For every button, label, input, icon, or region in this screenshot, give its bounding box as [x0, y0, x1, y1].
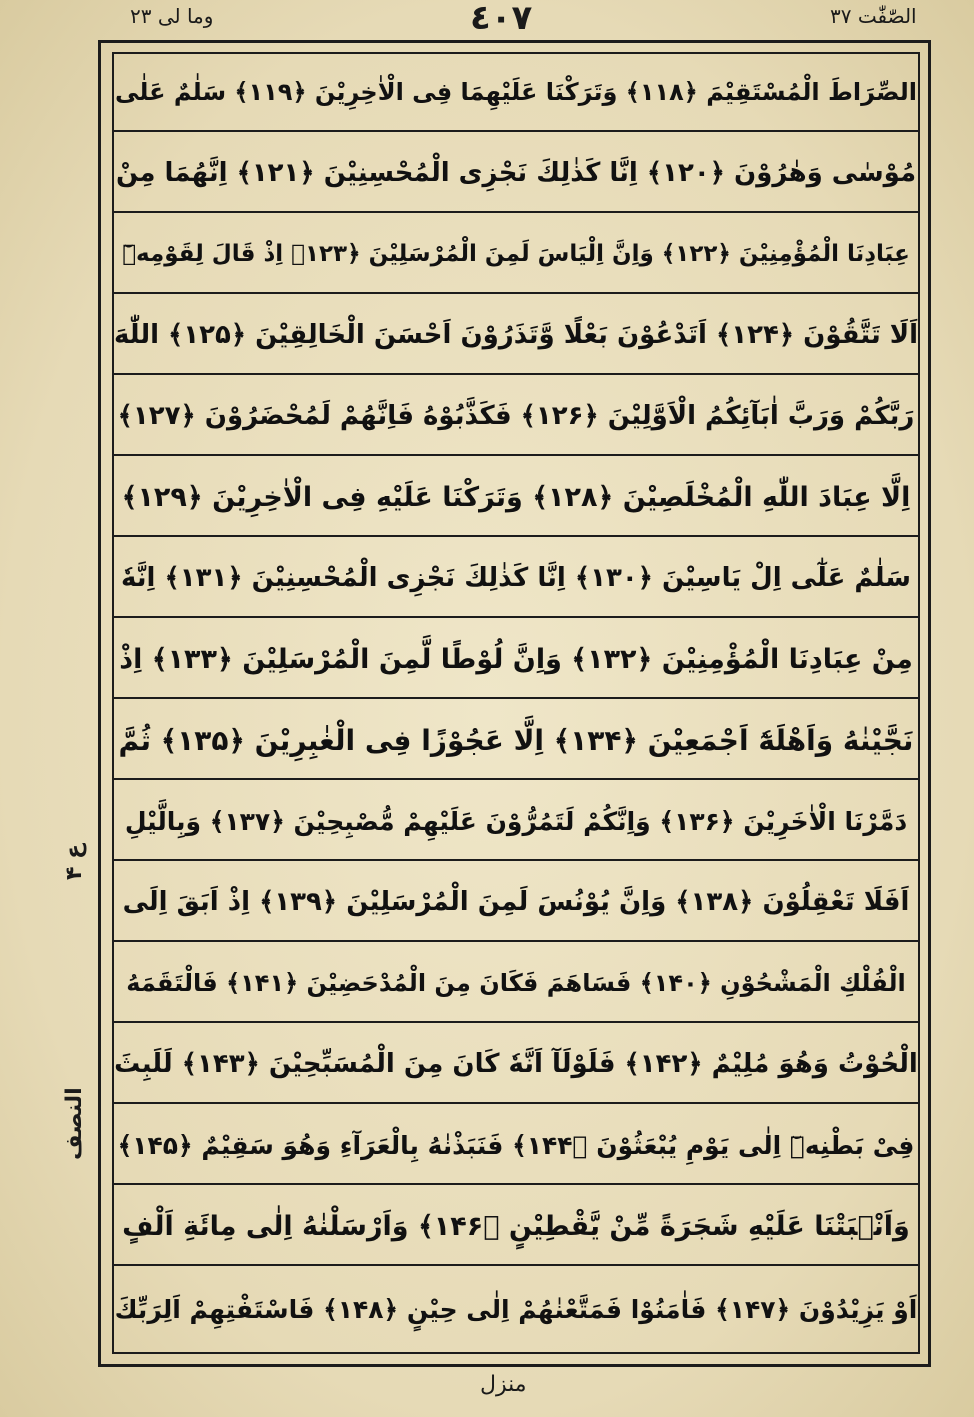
text-line-10: دَمَّرْنَا الْاٰخَرِيْنَ ﴿۱۳۶﴾ وَاِنَّكُمْ لَتَمُرُّوْنَ عَلَيْهِمْ مُّصْبِحِيْنَ ﴿۱۳۷﴾ وَبِالَّيْلِ — [114, 783, 918, 861]
ruku-marker: ع ۴ — [62, 843, 87, 880]
text-line-6: اِلَّا عِبَادَ اللّٰهِ الْمُخْلَصِيْنَ ﴿۱۲۸﴾ وَتَرَكْنَا عَلَيْهِ فِى الْاٰخِرِيْنَ ﴿۱۲۹﴾ — [114, 459, 918, 537]
text-line-4: اَلَا تَتَّقُوْنَ ﴿۱۲۴﴾ اَتَدْعُوْنَ بَعْلًا وَّتَذَرُوْنَ اَحْسَنَ الْخَالِقِيْنَ ﴿۱۲۵﴾ اللّٰهَ — [114, 297, 918, 375]
page-header — [100, 0, 930, 44]
text-line-9: نَجَّيْنٰهُ وَاَهْلَهٗٓ اَجْمَعِيْنَ ﴿۱۳۴﴾ اِلَّا عَجُوْزًا فِى الْغٰبِرِيْنَ ﴿۱۳۵﴾ ثُمَّ — [114, 702, 918, 780]
text-line-15: وَاَنْۢبَتْنَا عَلَيْهِ شَجَرَةً مِّنْ يَّقْطِيْنٍ ﴿۱۴۶﴾ وَاَرْسَلْنٰهُ اِلٰى مِائَةِ اَلْفٍ — [114, 1188, 918, 1266]
text-line-3: عِبَادِنَا الْمُؤْمِنِيْنَ ﴿۱۲۲﴾ وَاِنَّ اِلْيَاسَ لَمِنَ الْمُرْسَلِيْنَ ﴿۱۲۳﴾ اِذْ قَالَ لِقَوْمِهٖٓ — [114, 216, 918, 294]
text-line-5: رَبَّكُمْ وَرَبَّ اٰبَآئِكُمُ الْاَوَّلِيْنَ ﴿۱۲۶﴾ فَكَذَّبُوْهُ فَاِنَّهُمْ لَمُحْضَرُوْنَ ﴿۱۲۷﴾ — [114, 378, 918, 456]
text-line-2: مُوْسٰى وَهٰرُوْنَ ﴿۱۲۰﴾ اِنَّا كَذٰلِكَ نَجْزِى الْمُحْسِنِيْنَ ﴿۱۲۱﴾ اِنَّهُمَا مِنْ — [114, 135, 918, 213]
text-body — [114, 54, 918, 1352]
header-para-name: وما لی ۲۳ — [130, 4, 214, 28]
text-line-12: الْفُلْكِ الْمَشْحُوْنِ ﴿۱۴۰﴾ فَسَاهَمَ فَكَانَ مِنَ الْمُدْحَضِيْنَ ﴿۱۴۱﴾ فَالْتَقَمَهُ — [114, 945, 918, 1023]
text-line-11: اَفَلَا تَعْقِلُوْنَ ﴿۱۳۸﴾ وَاِنَّ يُوْنُسَ لَمِنَ الْمُرْسَلِيْنَ ﴿۱۳۹﴾ اِذْ اَبَقَ اِلَى — [114, 864, 918, 942]
text-line-16: اَوْ يَزِيْدُوْنَ ﴿۱۴۷﴾ فَاٰمَنُوْا فَمَتَّعْنٰهُمْ اِلٰى حِيْنٍ ﴿۱۴۸﴾ فَاسْتَفْتِهِمْ اَلِرَبِّكَ — [114, 1294, 918, 1324]
nisf-marker: النصف — [62, 1087, 87, 1160]
manzil-label: منزل — [480, 1372, 527, 1397]
text-line-8: مِنْ عِبَادِنَا الْمُؤْمِنِيْنَ ﴿۱۳۲﴾ وَاِنَّ لُوْطًا لَّمِنَ الْمُرْسَلِيْنَ ﴿۱۳۳﴾ اِذْ — [114, 621, 918, 699]
text-line-14: فِىْ بَطْنِهٖٓ اِلٰى يَوْمِ يُبْعَثُوْنَ ﴿۱۴۴﴾ فَنَبَذْنٰهُ بِالْعَرَآءِ وَهُوَ سَقِيْمٌ ﴿۱۴۵﴾ — [114, 1107, 918, 1185]
header-surah-name: الصّٰفّٰت ۳۷ — [830, 4, 917, 28]
text-line-13: الْحُوْتُ وَهُوَ مُلِيْمٌ ﴿۱۴۲﴾ فَلَوْلَآ اَنَّهٗ كَانَ مِنَ الْمُسَبِّحِيْنَ ﴿۱۴۳﴾ لَلَبِثَ — [114, 1026, 918, 1104]
page-number: ٤٠٧ — [470, 0, 533, 38]
text-line-7: سَلٰمٌ عَلٰٓى اِلْ يَاسِيْنَ ﴿۱۳۰﴾ اِنَّا كَذٰلِكَ نَجْزِى الْمُحْسِنِيْنَ ﴿۱۳۱﴾ اِنَّهٗ — [114, 540, 918, 618]
text-line-1: الصِّرَاطَ الْمُسْتَقِيْمَ ﴿۱۱۸﴾ وَتَرَكْنَا عَلَيْهِمَا فِى الْاٰخِرِيْنَ ﴿۱۱۹﴾ سَلٰمٌ عَلٰى — [114, 54, 918, 132]
